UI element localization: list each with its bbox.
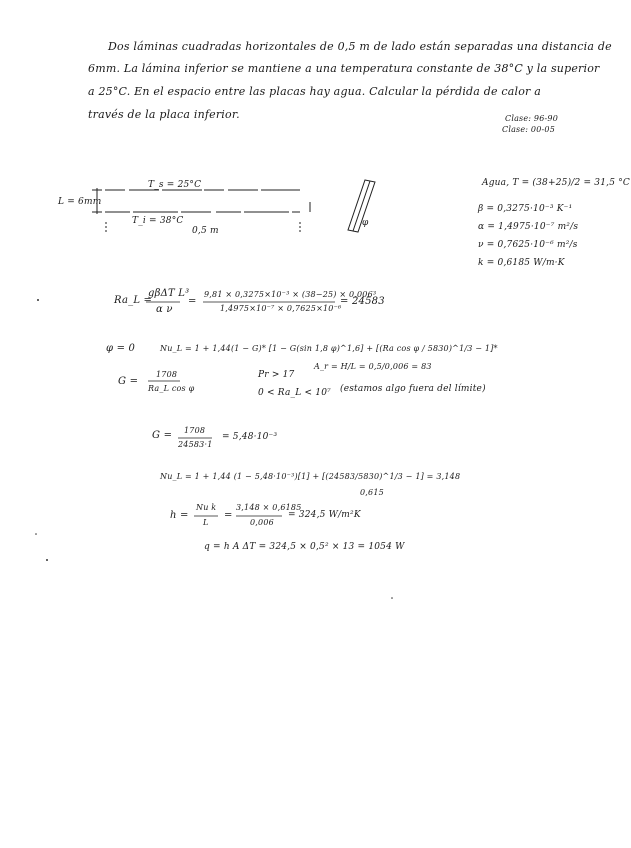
ra-result: = 24583 <box>340 296 385 307</box>
problem-line-3: a 25°C. En el espacio entre las placas hay agua. Calcular la pérdida de calor a <box>88 85 541 98</box>
h-frac-num: Nu k <box>196 503 217 512</box>
nu-value: ν = 0,7625·10⁻⁶ m²/s <box>478 240 578 250</box>
h-result: = 324,5 W/m²K <box>288 510 361 520</box>
phi-zero: φ = 0 <box>106 343 136 354</box>
heat-loss-result: q = h A ΔT = 324,5 × 0,5² × 13 = 1054 W <box>204 542 405 552</box>
g-val-den: 24583·1 <box>178 440 213 449</box>
mean-temp: Agua, T = (38+25)/2 = 31,5 °C <box>482 178 630 188</box>
h-val-num: 3,148 × 0,6185 <box>236 503 302 512</box>
problem-line-2: 6mm. La lámina inferior se mantiene a una temperatura constante de 38°C y la superior <box>88 62 600 75</box>
g-den: Ra_L cos φ <box>148 384 195 393</box>
h-lhs: h = <box>170 510 189 521</box>
angle-label: φ <box>362 218 369 228</box>
class-note-1: Clase: 96-90 <box>505 114 558 123</box>
problem-line-4: través de la placa inferior. <box>88 108 240 121</box>
ra-numerator: 9,81 × 0,3275×10⁻³ × (38−25) × 0,006³ <box>204 290 377 299</box>
nu-value-line: Nu_L = 1 + 1,44 (1 − 5,48·10⁻³)[1] + [(24583/5830)^1/3 − 1] = 3,148 <box>160 472 461 481</box>
ra-frac-den: α ν <box>156 304 173 315</box>
h-val-den: 0,006 <box>250 518 274 527</box>
g-val-result: = 5,48·10⁻³ <box>222 432 278 442</box>
g-val-num: 1708 <box>184 426 206 435</box>
nu-sub-value: 0,615 <box>360 488 384 497</box>
beta-value: β = 0,3275·10⁻³ K⁻¹ <box>478 204 573 214</box>
pr-condition: Pr > 17 <box>258 370 295 380</box>
class-note-2: Clase: 00-05 <box>502 125 555 134</box>
aspect-ratio: A_r = H/L = 0,5/0,006 = 83 <box>314 362 432 371</box>
bottom-temp-label: T_i = 38°C <box>132 216 184 226</box>
ra-frac-num: gβΔT L³ <box>148 288 190 299</box>
h-frac-den: L <box>203 518 209 527</box>
width-label: 0,5 m <box>192 226 219 236</box>
problem-line-1: Dos láminas cuadradas horizontales de 0,5 m de lado están separadas una distancia de <box>108 40 612 53</box>
ra-denominator: 1,4975×10⁻⁷ × 0,7625×10⁻⁶ <box>220 304 342 313</box>
ra-range: 0 < Ra_L < 10⁷ <box>258 388 331 398</box>
top-temp-label: T_s = 25°C <box>148 180 202 190</box>
ra-lhs: Ra_L = <box>114 295 153 306</box>
nu-correlation: Nu_L = 1 + 1,44(1 − G)* [1 − G(sin 1,8 φ)^1,6] + [(Ra cos φ / 5830)^1/3 − 1]* <box>160 344 498 353</box>
g-lhs: G = <box>118 376 139 387</box>
g-num: 1708 <box>156 370 178 379</box>
alpha-value: α = 1,4975·10⁻⁷ m²/s <box>478 222 579 232</box>
g-val-lhs: G = <box>152 430 173 441</box>
limit-note: (estamos algo fuera del límite) <box>340 384 486 394</box>
k-value: k = 0,6185 W/m·K <box>478 258 565 268</box>
gap-label: L = 6mm <box>58 197 102 207</box>
